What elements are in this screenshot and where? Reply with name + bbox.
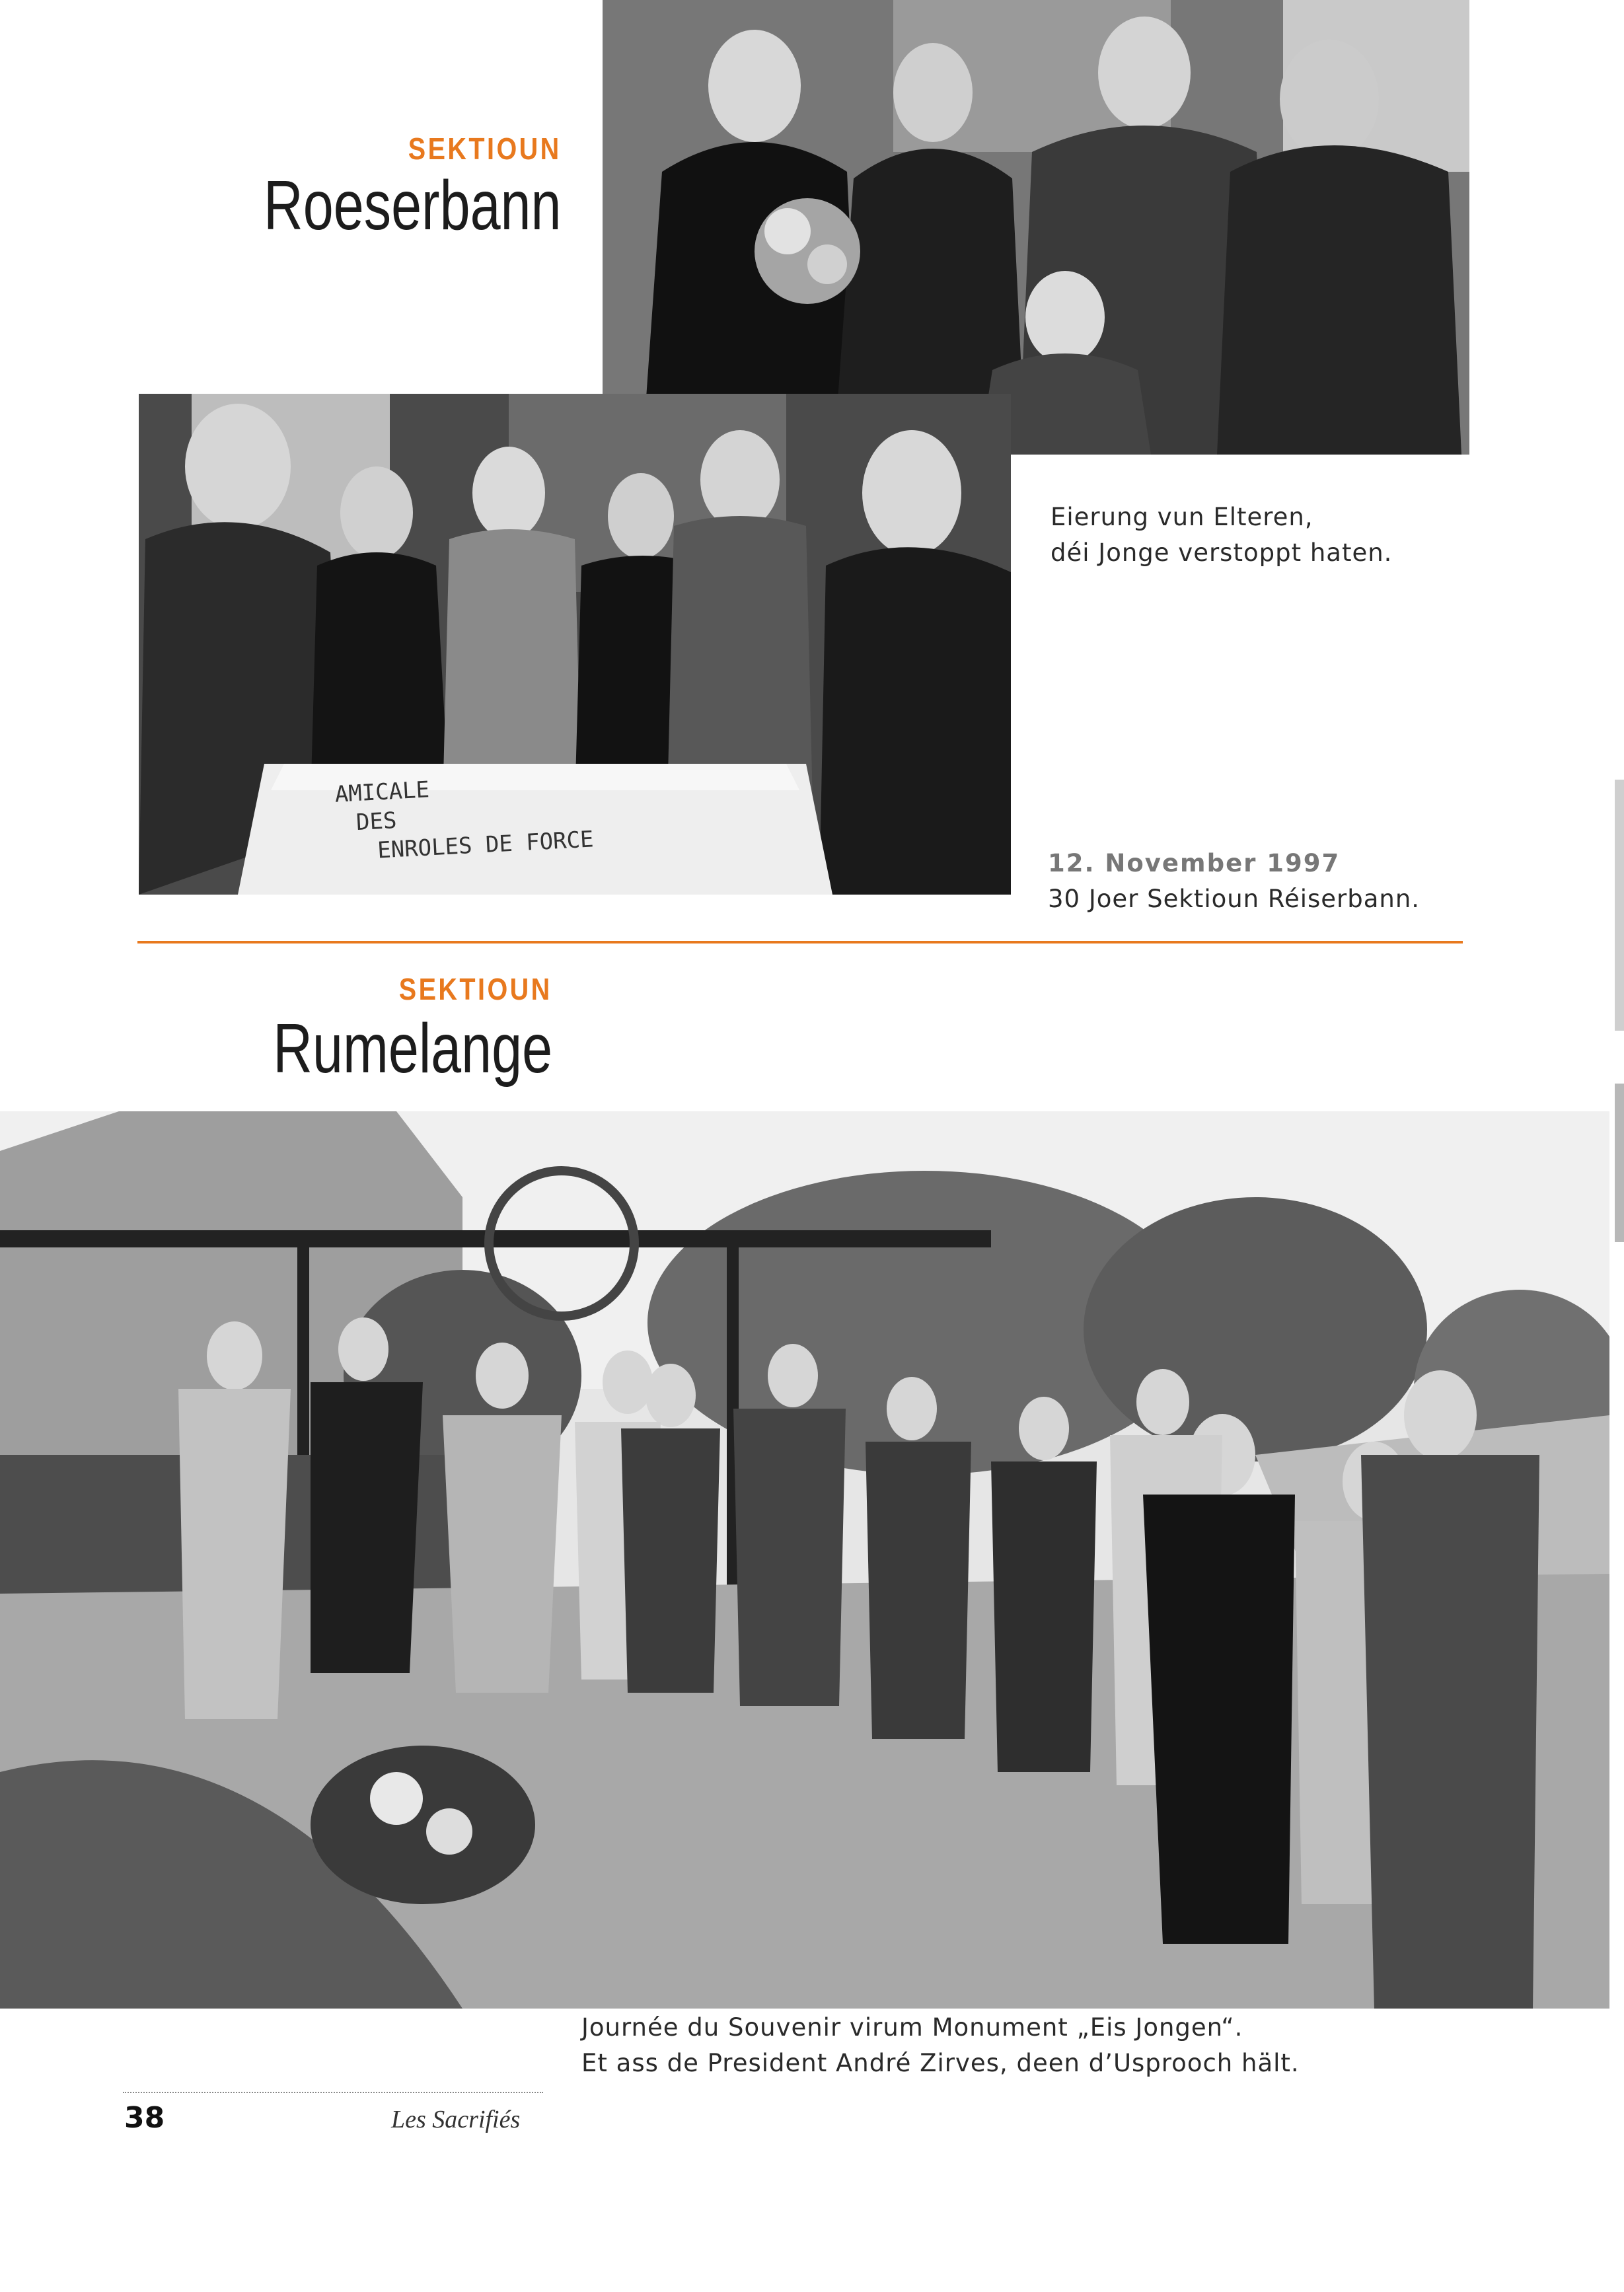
caption-anniversary-line2: 30 Joer Sektioun Réiserbann.: [1048, 885, 1421, 913]
cake-inscription-line1: AMICALE: [334, 776, 430, 808]
section-kicker-roeserbann: SEKTIOUN: [408, 131, 562, 166]
caption-rumelange-line1: Journée du Souvenir virum Monument „Eis Jongen“.: [581, 2013, 1243, 2042]
publication-name: Les Sacrifiés: [391, 2106, 521, 2133]
section-kicker-rumelange: SEKTIOUN: [399, 972, 552, 1006]
section-title-rumelange: Rumelange: [273, 1010, 552, 1088]
caption-elders: [1051, 499, 1392, 571]
photo-anniversary-cake: [139, 394, 1011, 895]
photo-elders-honouring: [603, 0, 1469, 455]
scan-edge-strip: [1615, 780, 1624, 1031]
section-title-roeserbann: Roeserbann: [264, 166, 562, 244]
caption-anniversary-date: 12. November 1997: [1048, 849, 1341, 877]
scan-edge-strip-lower: [1615, 1084, 1624, 1242]
footer-rule: [123, 2092, 543, 2093]
cake-inscription-line3: ENROLES DE FORCE: [377, 826, 595, 864]
caption-elders-line1: Eierung vun Elteren,: [1051, 503, 1313, 531]
cake-inscription-line2: DES: [355, 807, 398, 836]
caption-anniversary: [1048, 846, 1420, 917]
caption-rumelange: [581, 2010, 1300, 2081]
cake-inscription: [334, 760, 710, 895]
caption-rumelange-line2: Et ass de President André Zirves, deen d’Usprooch hält.: [581, 2049, 1300, 2077]
photo-rumelange-memorial: [0, 1111, 1609, 2009]
section-divider: [137, 941, 1463, 943]
page-number: 38: [124, 2101, 165, 2135]
caption-elders-line2: déi Jonge verstoppt haten.: [1051, 538, 1393, 567]
